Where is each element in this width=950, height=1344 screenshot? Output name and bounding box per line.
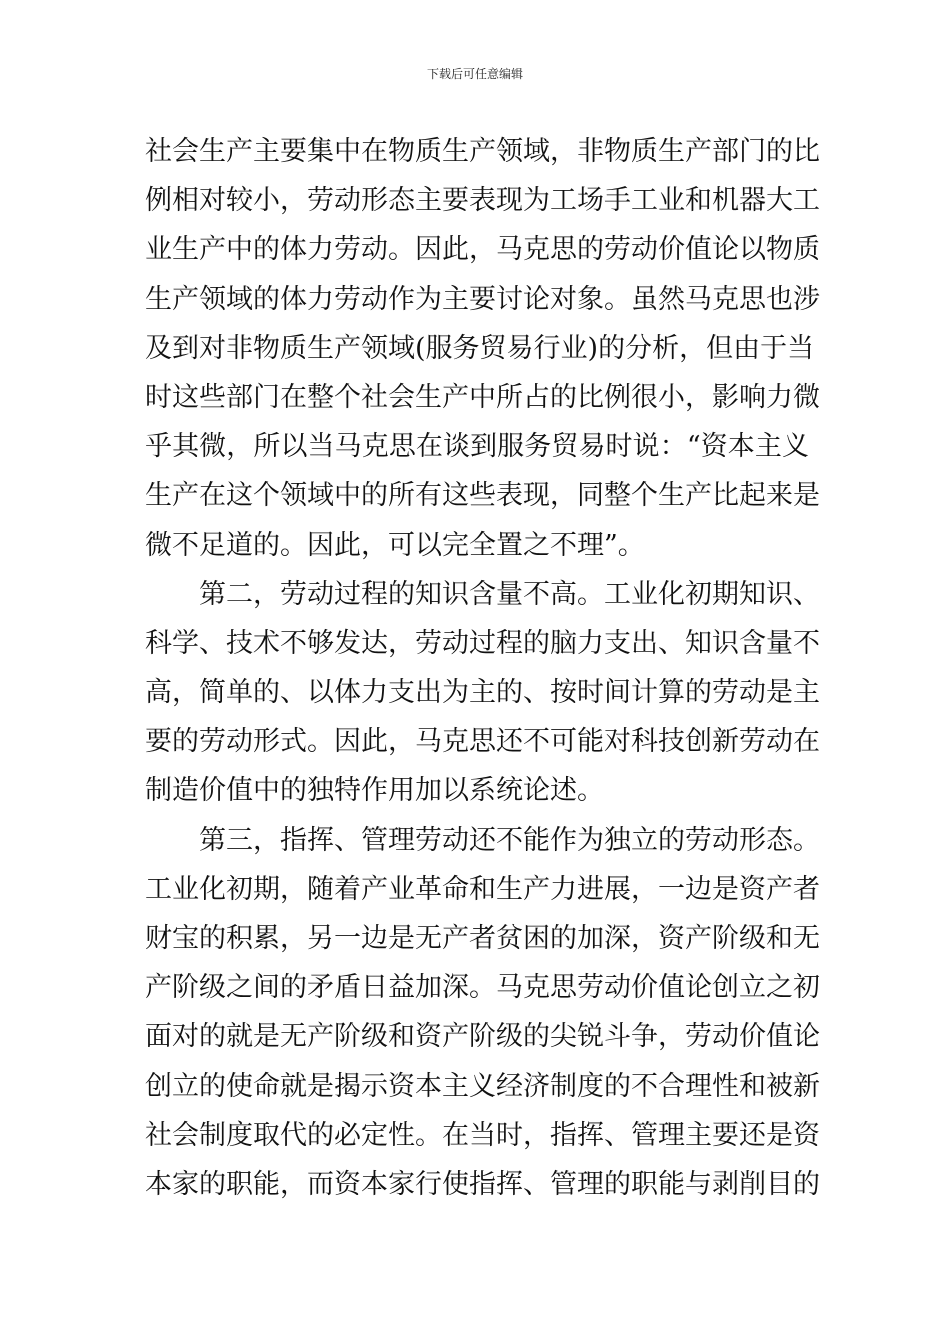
paragraph-2 xyxy=(145,570,820,816)
text-line: 例相对较小，劳动形态主要表现为工场手工业和机器大工 xyxy=(145,185,820,217)
text-line: 生产在这个领域中的所有这些表现，同整个生产比起来是 xyxy=(145,480,820,512)
text-line: 创立的使命就是揭示资本主义经济制度的不合理性和被新 xyxy=(145,1070,820,1102)
text-line: 产阶级之间的矛盾日益加深。马克思劳动价值论创立之初 xyxy=(145,972,820,1004)
text-line: 面对的就是无产阶级和资产阶级的尖锐斗争，劳动价值论 xyxy=(145,1021,820,1053)
text-line: 社会生产主要集中在物质生产领域，非物质生产部门的比 xyxy=(145,136,820,167)
text-line: 时这些部门在整个社会生产中所占的比例很小，影响力微 xyxy=(145,381,820,413)
text-line: 工业化初期，随着产业革命和生产力进展，一边是资产者 xyxy=(145,873,820,905)
text-line: 业生产中的体力劳动。因此，马克思的劳动价值论以物质 xyxy=(145,234,820,266)
text-line: 本家的职能，而资本家行使指挥、管理的职能与剥削目的 xyxy=(145,1168,820,1200)
text-line: 高，简单的、以体力支出为主的、按时间计算的劳动是主 xyxy=(145,677,820,709)
paragraph-1 xyxy=(145,127,820,570)
paragraph-3 xyxy=(145,816,820,1210)
body-text xyxy=(145,127,820,1209)
text-line: 第三，指挥、管理劳动还不能作为独立的劳动形态。 xyxy=(199,824,820,856)
page-header: 下载后可任意编辑 xyxy=(426,67,523,81)
text-line: 要的劳动形式。因此，马克思还不可能对科技创新劳动在 xyxy=(145,726,820,758)
text-line: 制造价值中的独特作用加以系统论述。 xyxy=(145,775,604,807)
text-line: 社会制度取代的必定性。在当时，指挥、管理主要还是资 xyxy=(145,1119,820,1151)
text-line: 科学、技术不够发达，劳动过程的脑力支出、知识含量不 xyxy=(145,627,820,659)
text-line: 生产领域的体力劳动作为主要讨论对象。虽然马克思也涉 xyxy=(145,283,820,315)
text-line: 第二，劳动过程的知识含量不高。工业化初期知识、 xyxy=(199,578,820,610)
text-line: 乎其微，所以当马克思在谈到服务贸易时说：“资本主义 xyxy=(145,431,809,463)
text-line: 及到对非物质生产领域(服务贸易行业)的分析，但由于当 xyxy=(145,332,815,364)
text-line: 微不足道的。因此，可以完全置之不理”。 xyxy=(145,529,645,561)
text-line: 财宝的积累，另一边是无产者贫困的加深，资产阶级和无 xyxy=(145,923,820,954)
